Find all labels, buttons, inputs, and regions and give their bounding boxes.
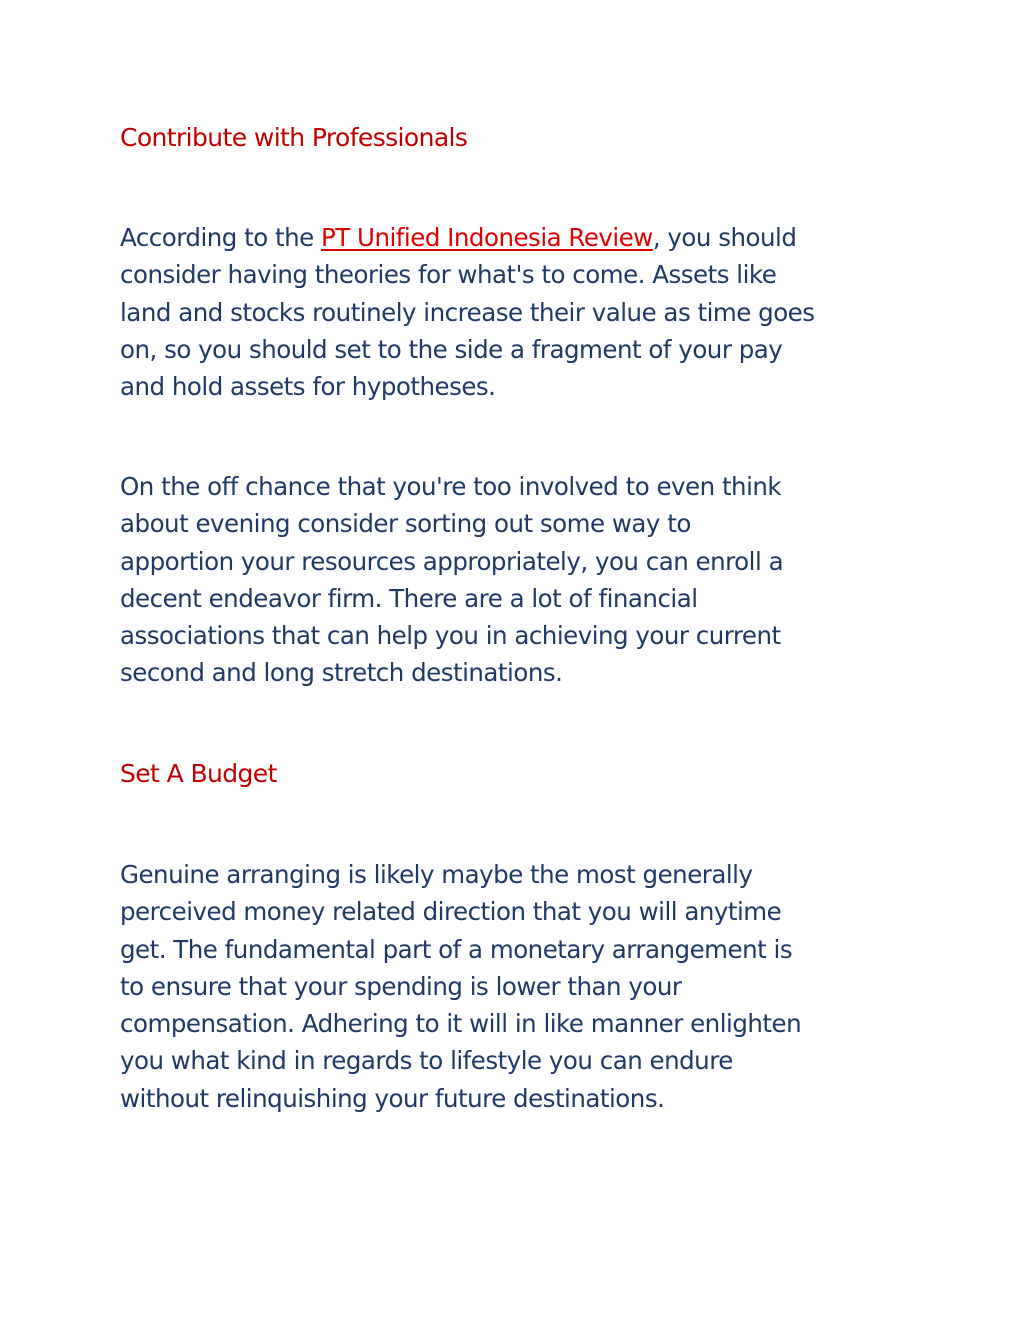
paragraph-line: and hold assets for hypotheses.: [120, 372, 496, 402]
paragraph-assets: [120, 219, 920, 405]
link-prefix-text: According to the: [120, 223, 322, 252]
paragraph-line: you what kind in regards to lifestyle you can endure: [120, 1046, 733, 1076]
section-heading-budget: Set A Budget: [120, 759, 277, 788]
paragraph-line: get. The fundamental part of a monetary arrangement is: [120, 934, 793, 964]
paragraph-line: [120, 219, 920, 256]
paragraph-line: compensation. Adhering to it will in like manner enlighten: [120, 1009, 802, 1039]
paragraph-line: to ensure that your spending is lower than your: [120, 971, 682, 1001]
section-heading-contribute: Contribute with Professionals: [120, 123, 468, 152]
paragraph-line: without relinquishing your future destinations.: [120, 1083, 665, 1113]
paragraph-line: Genuine arranging is likely maybe the most generally: [120, 860, 753, 889]
paragraph-line: consider having theories for what's to come. Assets like: [120, 260, 777, 290]
paragraph-line: on, so you should set to the side a fragment of your pay: [120, 334, 783, 364]
paragraph-line: land and stocks routinely increase their value as time goes: [120, 297, 815, 327]
paragraph-line: apportion your resources appropriately, you can enroll a: [120, 546, 784, 576]
link-suffix-text: , you should: [652, 223, 797, 252]
paragraph-budget: [120, 856, 920, 1117]
paragraph-line: decent endeavor firm. There are a lot of financial: [120, 583, 698, 613]
paragraph-line: perceived money related direction that you will anytime: [120, 897, 782, 927]
paragraph-line: On the off chance that you're too involved to even think: [120, 472, 782, 501]
pt-unified-indonesia-review-link[interactable]: PT Unified Indonesia Review: [321, 223, 653, 252]
paragraph-line: second and long stretch destinations.: [120, 658, 563, 688]
paragraph-investment-firm: [120, 468, 920, 692]
paragraph-line: associations that can help you in achieving your current: [120, 621, 781, 651]
paragraph-line: about evening consider sorting out some way to: [120, 509, 691, 539]
